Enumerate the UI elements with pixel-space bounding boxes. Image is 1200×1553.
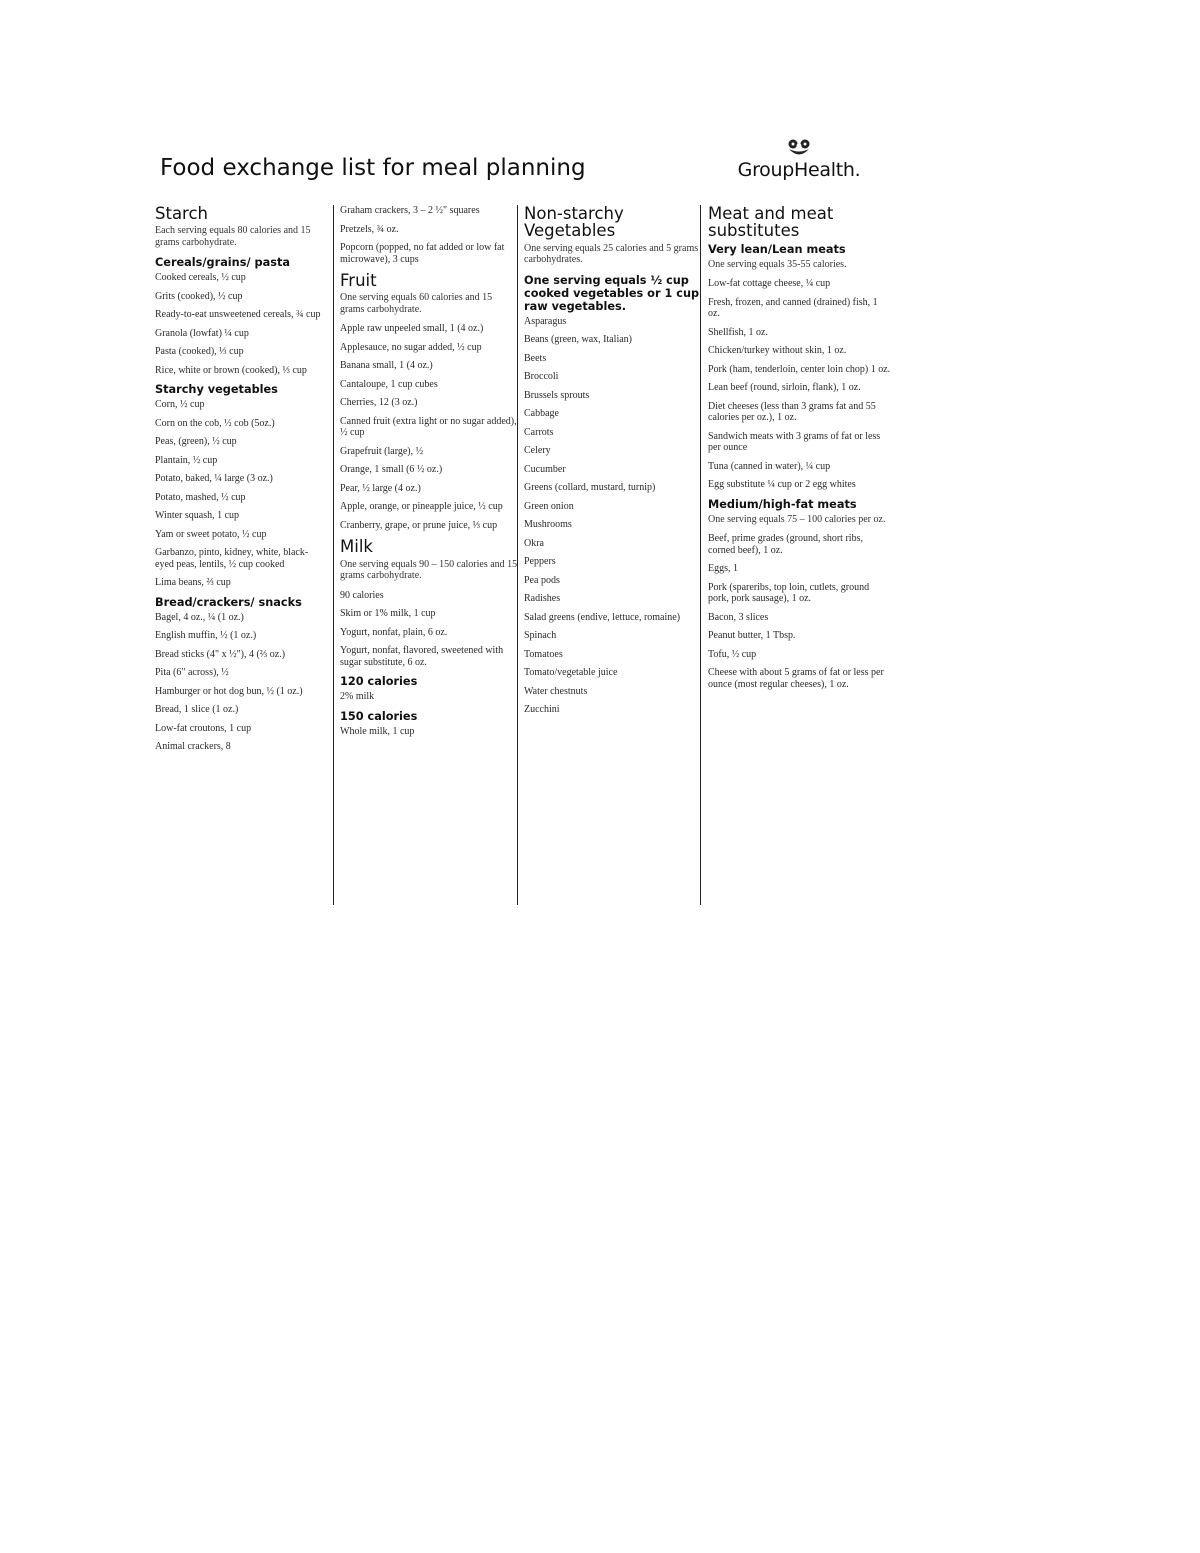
list-item: Low-fat cottage cheese, ¼ cup [708,278,831,290]
list-item: Tomatoes [524,648,563,660]
section-title: Milk [340,537,373,557]
list-item: Tuna (canned in water), ¼ cup [708,460,831,472]
list-item: Pasta (cooked), ⅓ cup [155,346,244,358]
list-item: Eggs, 1 [708,563,738,575]
section-description: One serving equals 35-55 calories. [708,258,847,270]
subsection-heading: 120 calories [340,675,418,689]
list-item: Peppers [524,556,556,568]
list-item: Pork (ham, tenderloin, center loin chop) 1 oz. [708,363,891,375]
list-item: Cantaloupe, 1 cup cubes [340,378,438,390]
section-title: Meat and meat substitutes [708,205,834,241]
list-item: Popcorn (popped, no fat added or low fat microwave), 3 cups [340,242,505,265]
list-item: Skim or 1% milk, 1 cup [340,608,436,620]
column-starch [155,205,327,905]
subsection-heading: One serving equals ½ cup cooked vegetables or 1 cup raw vegetables. [524,273,700,313]
list-item: Bread, 1 slice (1 oz.) [155,704,239,716]
column-meat [700,205,892,905]
list-item: Graham crackers, 3 – 2 ½" squares [340,205,480,216]
list-item: Beets [524,352,547,364]
list-item: Yogurt, nonfat, flavored, sweetened with sugar substitute, 6 oz. [340,645,504,668]
list-item: Apple raw unpeeled small, 1 (4 oz.) [340,323,484,335]
list-item: Bacon, 3 slices [708,611,769,623]
exchange-columns [155,205,890,905]
column-fruit-milk [333,205,518,905]
list-item: Cherries, 12 (3 oz.) [340,397,418,409]
list-item: Broccoli [524,371,559,383]
list-item: 90 calories [340,589,384,601]
list-item: Grits (cooked), ½ cup [155,290,243,302]
list-item: Celery [524,445,551,457]
list-item: Greens (collard, mustard, turnip) [524,482,656,494]
list-item: Grapefruit (large), ½ [340,445,424,457]
section-title: Non-starchy Vegetables [524,205,624,241]
list-item: Pork (spareribs, top loin, cutlets, ground pork, pork sausage), 1 oz. [708,581,870,605]
list-item: English muffin, ½ (1 oz.) [155,630,257,642]
list-item: Diet cheeses (less than 3 grams fat and 55 calories per oz.), 1 oz. [708,400,876,424]
list-item: Okra [524,537,544,549]
list-item: Cranberry, grape, or prune juice, ⅓ cup [340,519,498,531]
list-item: Mushrooms [524,519,572,531]
list-item: Chicken/turkey without skin, 1 oz. [708,345,847,357]
section-description: Each serving equals 80 calories and 15 grams carbohydrate. [155,225,311,248]
section-description: One serving equals 60 calories and 15 grams carbohydrate. [340,292,493,315]
page-title: Food exchange list for meal planning [160,155,586,181]
list-item: Applesauce, no sugar added, ½ cup [340,341,482,353]
list-item: Banana small, 1 (4 oz.) [340,360,433,372]
grouphealth-logo [719,138,879,188]
list-item: Bagel, 4 oz., ¼ (1 oz.) [155,611,244,623]
list-item: Sandwich meats with 3 grams of fat or less per ounce [708,430,881,454]
list-item: Pita (6" across), ½ [155,667,229,679]
list-item: Salad greens (endive, lettuce, romaine) [524,611,681,623]
list-item: Cucumber [524,463,566,475]
list-item: Fresh, frozen, and canned (drained) fish, 1 oz. [708,296,878,320]
section-title: Starch [155,205,209,223]
list-item: Tofu, ½ cup [708,648,757,660]
list-item: Shellfish, 1 oz. [708,326,768,338]
list-item: Lima beans, ⅔ cup [155,577,231,589]
list-item: Cabbage [524,408,559,420]
list-item: Beans (green, wax, Italian) [524,334,633,346]
list-item: Apple, orange, or pineapple juice, ½ cup [340,501,503,513]
page-header [160,138,885,190]
list-item: Hamburger or hot dog bun, ½ (1 oz.) [155,685,303,697]
list-item: Egg substitute ¼ cup or 2 egg whites [708,479,856,491]
list-item: Peanut butter, 1 Tbsp. [708,630,796,642]
list-item: Yam or sweet potato, ½ cup [155,528,267,540]
list-item: Tomato/vegetable juice [524,667,618,679]
list-item: Low-fat croutons, 1 cup [155,722,252,734]
list-item: Potato, baked, ¼ large (3 oz.) [155,473,273,485]
list-item: Peas, (green), ½ cup [155,436,237,448]
section-description: One serving equals 25 calories and 5 grams carbohydrates. [524,242,699,266]
list-item: Animal crackers, 8 [155,741,231,753]
list-item: Pear, ½ large (4 oz.) [340,482,421,494]
list-item: Green onion [524,500,574,512]
list-item: Carrots [524,426,554,438]
list-item: Plantain, ½ cup [155,454,218,466]
list-item: Water chestnuts [524,685,588,697]
grouphealth-logo-icon [786,138,812,158]
section-title: Fruit [340,271,377,290]
list-item: Ready-to-eat unsweetened cereals, ¾ cup [155,309,321,321]
list-item: Lean beef (round, sirloin, flank), 1 oz. [708,382,861,394]
section-description: One serving equals 90 – 150 calories and 15 grams carbohydrate. [340,558,518,582]
list-item: Orange, 1 small (6 ½ oz.) [340,464,443,476]
list-item: Rice, white or brown (cooked), ⅓ cup [155,364,307,376]
list-item: Bread sticks (4" x ½"), 4 (⅔ oz.) [155,648,286,660]
subsection-heading: 150 calories [340,709,418,723]
list-item: Cheese with about 5 grams of fat or less per ounce (most regular cheeses), 1 oz. [708,667,884,690]
list-item: Radishes [524,593,561,605]
subsection-heading: Cereals/grains/ pasta [155,256,290,270]
subsection-heading: Medium/high-fat meats [708,497,857,511]
list-item: Cooked cereals, ½ cup [155,272,246,284]
list-item: Garbanzo, pinto, kidney, white, black-eyed peas, lentils, ½ cup cooked [155,547,309,570]
section-description: One serving equals 75 – 100 calories per oz. [708,513,886,525]
list-item: Granola (lowfat) ¼ cup [155,327,249,339]
column-vegetables [517,205,701,905]
list-item: Corn on the cob, ½ cob (5oz.) [155,417,275,429]
list-item: Spinach [524,630,557,642]
subsection-heading: Starchy vegetables [155,383,278,397]
list-item: Beef, prime grades (ground, short ribs, corned beef), 1 oz. [708,533,863,556]
list-item: Corn, ½ cup [155,399,205,411]
list-item: Pretzels, ¾ oz. [340,223,399,235]
subsection-heading: Very lean/Lean meats [708,242,846,256]
list-item: Yogurt, nonfat, plain, 6 oz. [340,626,448,638]
list-item: Potato, mashed, ½ cup [155,491,246,503]
logo-text: GroupHealth. [737,159,861,181]
list-item: Brussels sprouts [524,389,590,401]
list-item: Asparagus [524,315,567,327]
list-item: Winter squash, 1 cup [155,510,240,522]
subsection-heading: Bread/crackers/ snacks [155,595,302,609]
list-item: Zucchini [524,704,560,716]
list-item: Pea pods [524,574,560,586]
list-item: Canned fruit (extra light or no sugar added), ½ cup [340,415,517,439]
list-item: 2% milk [340,691,375,703]
list-item: Whole milk, 1 cup [340,725,415,737]
